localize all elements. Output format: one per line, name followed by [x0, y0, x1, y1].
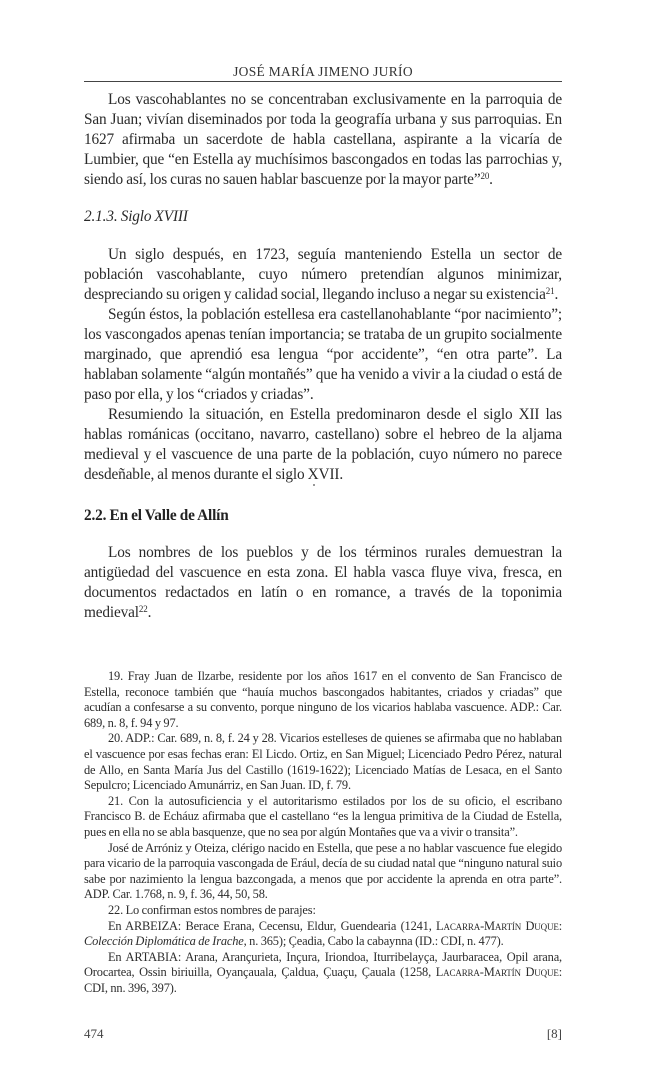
paragraph: Según éstos, la población estellesa era castellanohablante “por nacimiento”; los vascongados apenas tenían importancia; se trataba de un grupito socialmente marginado, que aprendió esa lengua “por accidente”, “en otra parte”. La hablaban solamente “algún montañés” que ha venido a vivir a la ciudad o está de paso por ella, y los “criados y criadas”. — [84, 306, 562, 403]
footnote: En ARBEIZA: Berace Erana, Cecensu, Eldur, Guendearia (1241, Lacarra-Martín Duque: Colección Diplomática de Irache, n. 365); Çeadia, Cabo la cabaynna (ID.: CDI, n. 477). — [84, 918, 562, 949]
footnotes — [84, 669, 562, 996]
header-rule — [84, 81, 562, 82]
scan-speck — [313, 484, 315, 486]
page-footer — [84, 1026, 562, 1042]
page-number: 474 — [84, 1026, 104, 1042]
section-heading: 2.2. En el Valle de Allín — [84, 507, 229, 524]
page — [84, 0, 562, 1082]
running-head: JOSÉ MARÍA JIMENO JURÍO — [233, 64, 413, 79]
work-title: Colección Diplomática de Irache — [84, 934, 244, 949]
paragraph: Los nombres de los pueblos y de los términos rurales demuestran la antigüedad del vascuence en esta zona. El habla vasca fluye viva, fresca, en documentos redactados en latín o en romance, a través de la toponimia medieval$^{22}$. — [84, 544, 562, 621]
section-heading: 2.1.3. Siglo XVIII — [84, 208, 188, 225]
footnote: 21. Con la autosuficiencia y el autoritarismo estilados por los de su oficio, el escribano Francisco B. de Echáuz afirmaba que el castellano “es la lengua primitiva de la Ciudad de Estella, pues en ella no se abla basquenze, que no sea por algún Montañes que va a vivir o transita”. — [84, 793, 562, 839]
paragraph: Resumiendo la situación, en Estella predominaron desde el siglo XII las hablas románicas (occitano, navarro, castellano) sobre el hebreo de la aljama medieval y el vascuence de una parte de la población, cuyo número no parece desdeñable, al menos durante el siglo XVII. — [84, 406, 562, 483]
paragraph: Los vascohablantes no se concentraban exclusivamente en la parroquia de San Juan; vivían diseminados por toda la geografía urbana y sus parroquias. En 1627 afirmaba un sacerdote de habla castellana, aspirante a la vicaría de Lumbier, que “en Estella ay muchísimos bascongados en todas las parrochias y, siendo así, los curas no sauen hablar bascuenze por la mayor parte”$^{20}$. — [84, 91, 562, 188]
author-name: Lacarra-Martín Duque — [436, 918, 559, 933]
footnote: 19. Fray Juan de Ilzarbe, residente por los años 1617 en el convento de San Francisco de Estella, reconoce también que “hauía muchos bascongados habitantes, criados y criadas” que acudían a confesarse a su convento, porque ninguno de los vicarios hablaba vascuence. ADP.: Car. 689, n. 8, f. 94 y 97. — [84, 669, 562, 730]
main-text — [84, 90, 562, 623]
footnote-ref[interactable]: 22 — [138, 604, 148, 614]
footnote: José de Arróniz y Oteiza, clérigo nacido en Estella, que pese a no hablar vascuence fue elegido para vicario de la parroquia vascongada de Erául, decía de su ciudad natal que “ninguno natural suio sabe por nazimiento la lengua bazcongada, a menos que por accidente la aprenda en otra parte”. ADP. Car. 1.768, n. 9, f. 36, 44, 50, 58. — [84, 840, 562, 902]
footnote: 20. ADP.: Car. 689, n. 8, f. 24 y 28. Vicarios estelleses de quienes se afirmaba que no hablaban el vascuence por esas fechas eran: El Licdo. Ortiz, en San Miguel; Licenciado Pedro Pérez, natural de Allo, en Santa María Jus del Castillo (1619-1622); Licenciado Matías de Lesaca, en el Santo Sepulcro; Licenciado Amunárriz, en San Juan. ID, f. 79. — [84, 731, 562, 793]
footnote: 22. Lo confirman estos nombres de parajes: — [108, 902, 316, 917]
paragraph: Un siglo después, en 1723, seguía manteniendo Estella un sector de población vascohablante, cuyo número pretendían algunos minimizar, despreciando su origen y calidad social, llegando incluso a negar su existencia$^{21}$. — [84, 246, 562, 303]
author-name: Lacarra-Martín Duque — [435, 965, 559, 980]
footnote-ref[interactable]: 21 — [545, 286, 555, 296]
footnote: En ARTABIA: Arana, Arançurieta, Inçura, Iriondoa, Iturribelayça, Jaurbaracea, Opil arana, Orocartea, Ossin biriuilla, Oyançauala, Çaldua, Çuaçu, Çauala (1258, Lacarra-Martín Duque: CDI, nn. 396, 397). — [84, 949, 562, 995]
footnote-ref[interactable]: 20 — [480, 171, 490, 181]
section-number: [8] — [546, 1026, 562, 1042]
